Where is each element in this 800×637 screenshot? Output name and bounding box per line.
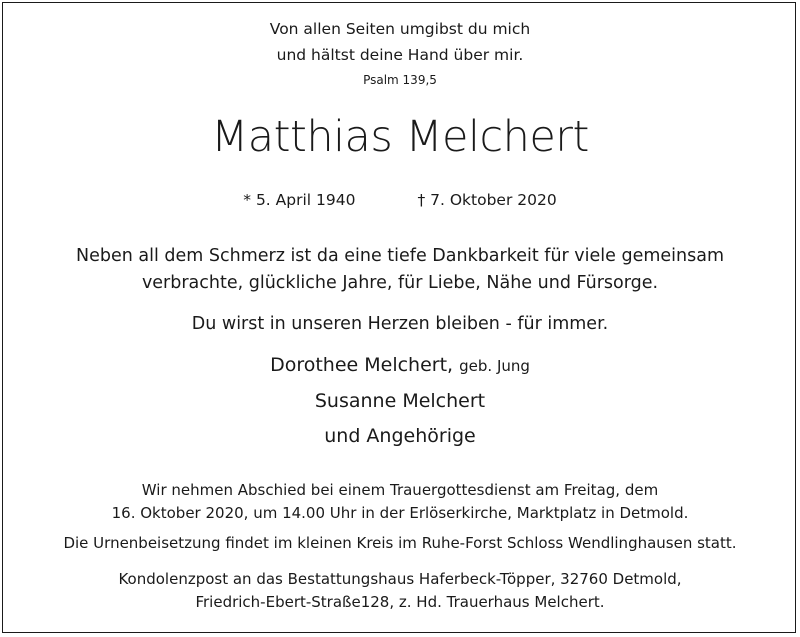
birth-date: * 5. April 1940 [243,191,356,209]
verse-line-2: und hältst deine Hand über mir. [276,46,524,64]
message-line-1: Neben all dem Schmerz ist da eine tiefe Dankbarkeit für viele gemeinsam [75,246,725,266]
service-line-3: Die Urnenbeisetzung findet im kleinen Kreis im Ruhe-Forst Schloss Wendlinghausen statt. [63,534,737,552]
service-line-1: Wir nehmen Abschied bei einem Trauergottesdienst am Freitag, dem [141,481,659,499]
message-line-3: Du wirst in unseren Herzen bleiben - für immer. [191,314,609,334]
life-dates [0,191,800,209]
mourner-1-name: Dorothee Melchert, [270,354,454,376]
mourner-1 [0,354,800,376]
service-line-2: 16. Oktober 2020, um 14.00 Uhr in der Erlöserkirche, Marktplatz in Detmold. [111,504,689,522]
condolence-line-2: Friedrich-Ebert-Straße128, z. Hd. Trauerhaus Melchert. [195,593,605,611]
verse-reference: Psalm 139,5 [363,73,437,87]
message-line-2: verbrachte, glückliche Jahre, für Liebe, Nähe und Fürsorge. [141,273,659,293]
mourner-1-maiden-name: geb. Jung [459,357,530,375]
deceased-name: Matthias Melchert [211,112,589,162]
mourner-2: Susanne Melchert [314,390,486,412]
death-date: † 7. Oktober 2020 [417,191,557,209]
verse-line-1: Von allen Seiten umgibst du mich [269,20,531,38]
mourner-3: und Angehörige [324,425,476,447]
condolence-line-1: Kondolenzpost an das Bestattungshaus Haferbeck-Töpper, 32760 Detmold, [118,570,682,588]
